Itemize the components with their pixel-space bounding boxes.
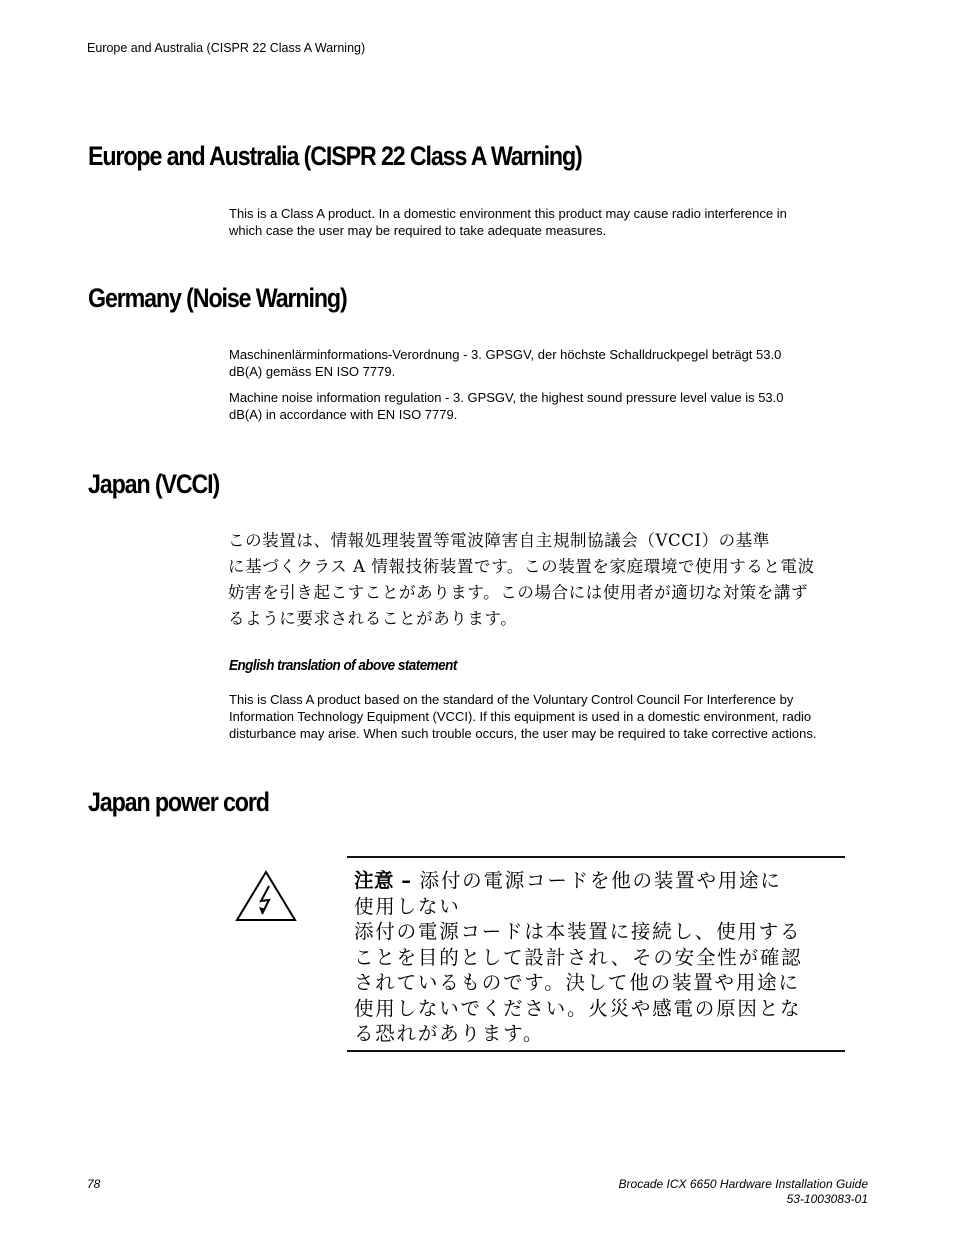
footer-doc-info [619, 1177, 868, 1207]
power-cord-warning-text [354, 868, 849, 1047]
warning-line-3: 添付の電源コードは本装置に接続し、使用する [354, 920, 802, 943]
vcci-jp-line-4: るように要求されることがあります。 [228, 609, 518, 628]
vcci-jp-line-3: 妨害を引き起こすことがあります。この場合には使用者が適切な対策を講ず [228, 583, 809, 602]
vcci-en-line-3: disturbance may arise. When such trouble occurs, the user may be required to take corrective actions. [229, 726, 817, 741]
running-header: Europe and Australia (CISPR 22 Class A Warning) [87, 41, 366, 55]
vcci-japanese-statement [228, 528, 873, 632]
warning-lead-label: 注意 – [354, 869, 412, 892]
vcci-en-line-2: Information Technology Equipment (VCCI). If this equipment is used in a domestic environment, radio [229, 709, 812, 724]
europe-line-2: which case the user may be required to take adequate measures. [229, 223, 607, 238]
warning-line-2: 使用しない [354, 894, 461, 918]
vcci-en-line-1: This is Class A product based on the standard of the Voluntary Control Council For Interference by [229, 692, 794, 707]
warning-bottom-rule [347, 1050, 845, 1052]
footer-doc-number: 53-1003083-01 [786, 1192, 868, 1206]
heading-japan-power-cord: Japan power cord [88, 787, 269, 817]
electrical-hazard-icon [234, 869, 298, 923]
heading-japan-vcci: Japan (VCCI) [88, 469, 220, 499]
germany-paragraph-1 [229, 346, 869, 380]
heading-europe-australia: Europe and Australia (CISPR 22 Class A Warning) [88, 141, 582, 171]
germany-p1-line-2: dB(A) gemäss EN ISO 7779. [229, 364, 396, 379]
warning-line-4: ことを目的として設計され、その安全性が確認 [354, 945, 803, 969]
vcci-english-paragraph [229, 691, 879, 742]
germany-p2-line-1: Machine noise information regulation - 3. GPSGV, the highest sound pressure level value is 53.0 [229, 390, 784, 405]
warning-line-5: されているものです。決して他の装置や用途に [354, 971, 800, 994]
germany-p1-line-1: Maschinenlärminformations-Verordnung - 3. GPSGV, der höchste Schalldruckpegel beträgt 53.0 [229, 347, 782, 362]
germany-p2-line-2: dB(A) in accordance with EN ISO 7779. [229, 407, 458, 422]
germany-paragraph-2 [229, 389, 869, 423]
europe-line-1: This is a Class A product. In a domestic environment this product may cause radio interference in [229, 206, 787, 221]
vcci-jp-line-2: に基づくクラス A 情報技術装置です。この装置を家庭環境で使用すると電波 [228, 557, 815, 576]
warning-line-7: る恐れがあります。 [354, 1022, 545, 1045]
vcci-jp-line-1: この装置は、情報処理装置等電波障害自主規制協議会（VCCI）の基準 [228, 531, 770, 550]
warning-line-6: 使用しないでください。火災や感電の原因とな [354, 996, 802, 1020]
europe-paragraph [229, 205, 869, 239]
warning-line-1: 添付の電源コードを他の装置や用途に [419, 869, 782, 892]
subheading-english-translation: English translation of above statement [229, 657, 457, 674]
warning-top-rule [347, 856, 845, 858]
footer-doc-title: Brocade ICX 6650 Hardware Installation Guide [618, 1177, 868, 1191]
heading-germany: Germany (Noise Warning) [88, 283, 347, 313]
page-number: 78 [87, 1177, 101, 1191]
